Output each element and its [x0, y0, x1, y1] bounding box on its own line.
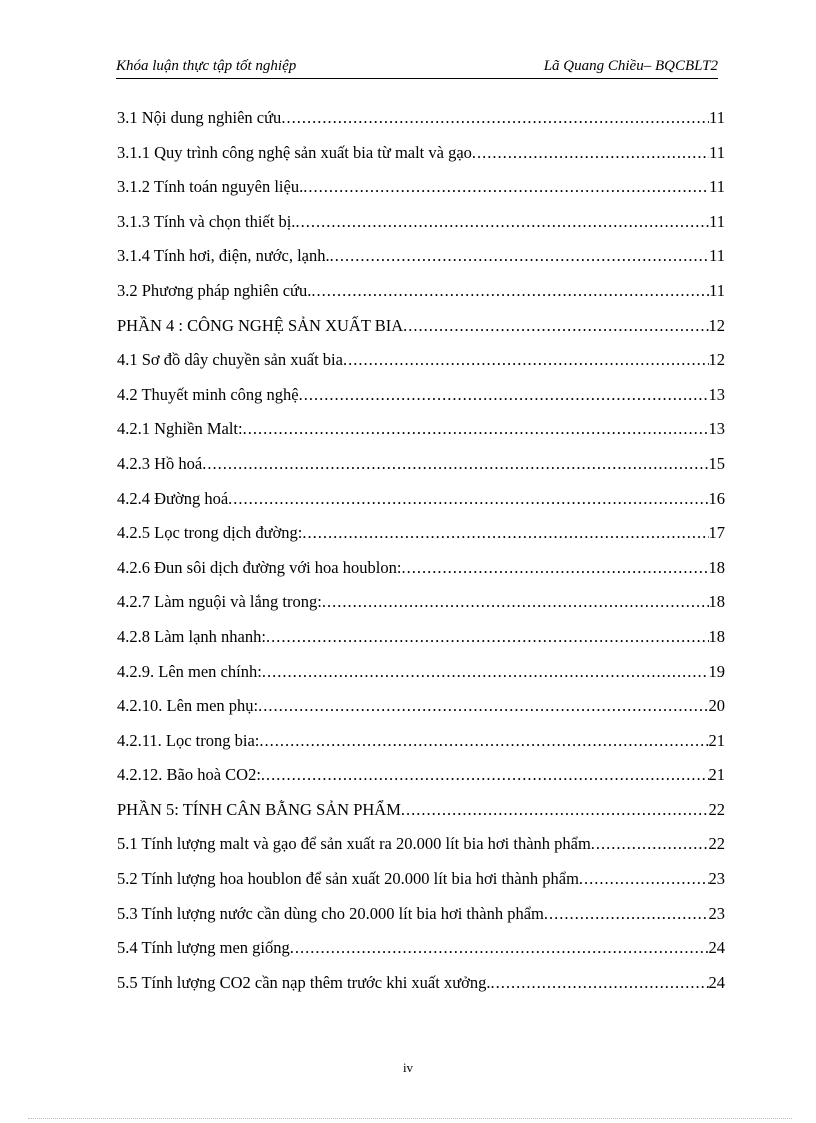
toc-dot-leader: [311, 281, 709, 301]
toc-entry-title: 4.2.8 Làm lạnh nhanh:: [117, 626, 266, 646]
toc-entry[interactable]: [117, 869, 725, 904]
toc-entry[interactable]: [117, 489, 725, 524]
toc-entry-page: 20: [708, 696, 725, 716]
toc-entry-page: 12: [708, 350, 725, 370]
page-number: iv: [402, 1060, 414, 1075]
toc-entry-page: 21: [708, 730, 725, 750]
toc-entry-title: 5.5 Tính lượng CO2 cần nạp thêm trước khi xuất xưởng.: [117, 972, 491, 992]
toc-dot-leader: [261, 765, 709, 785]
toc-entry-title: 4.2.1 Nghiền Malt:: [117, 419, 243, 439]
toc-dot-leader: [281, 108, 709, 128]
toc-entry-page: 13: [708, 419, 725, 439]
toc-entry-title: 4.2 Thuyết minh công nghệ: [117, 384, 299, 404]
toc-entry[interactable]: [117, 281, 725, 316]
toc-entry-page: 11: [709, 177, 725, 197]
toc-dot-leader: [591, 834, 709, 854]
toc-entry[interactable]: [117, 731, 725, 766]
toc-entry-title: 4.2.4 Đường hoá: [117, 488, 229, 508]
toc-entry-title: 3.1.2 Tính toán nguyên liệu.: [117, 177, 304, 197]
toc-dot-leader: [295, 212, 709, 232]
toc-entry-page: 24: [708, 972, 725, 992]
toc-entry-title: 4.2.6 Đun sôi dịch đường với hoa houblon:: [117, 557, 402, 577]
toc-entry-title: 4.2.5 Lọc trong dịch đường:: [117, 523, 303, 543]
toc-dot-leader: [322, 592, 709, 612]
toc-entry-title: 5.4 Tính lượng men giống: [117, 938, 290, 958]
toc-entry-title: 3.2 Phương pháp nghiên cứu.: [117, 280, 312, 300]
toc-entry-page: 12: [708, 315, 725, 335]
toc-entry-title: 3.1.1 Quy trình công nghệ sản xuất bia từ malt và gạo: [117, 142, 472, 162]
toc-entry-title: 5.1 Tính lượng malt và gạo để sản xuất ra 20.000 lít bia hơi thành phẩm: [117, 834, 591, 854]
toc-entry-page: 18: [708, 592, 725, 612]
toc-dot-leader: [299, 385, 709, 405]
toc-entry-page: 18: [708, 557, 725, 577]
toc-entry-page: 17: [708, 523, 725, 543]
toc-entry-title: 3.1.3 Tính và chọn thiết bị.: [117, 211, 296, 231]
toc-entry-title: PHẦN 5: TÍNH CÂN BẰNG SẢN PHẨM: [117, 799, 401, 819]
toc-entry-title: 4.2.11. Lọc trong bia:: [117, 730, 260, 750]
toc-dot-leader: [258, 696, 708, 716]
table-of-contents: [117, 108, 725, 1007]
toc-entry-page: 18: [708, 626, 725, 646]
toc-entry-page: 23: [708, 903, 725, 923]
toc-entry-title: 3.1 Nội dung nghiên cứu: [117, 108, 282, 127]
toc-dot-leader: [202, 454, 708, 474]
toc-entry-title: 4.2.9. Lên men chính:: [117, 661, 262, 681]
toc-entry-title: 4.2.7 Làm nguội và lắng trong:: [117, 592, 322, 612]
toc-entry[interactable]: [117, 523, 725, 558]
toc-entry[interactable]: [117, 834, 725, 869]
toc-entry[interactable]: [117, 385, 725, 420]
toc-dot-leader: [262, 662, 709, 682]
toc-entry-page: 22: [708, 799, 725, 819]
toc-dot-leader: [266, 627, 709, 647]
toc-entry-title: 4.2.10. Lên men phụ:: [117, 696, 259, 716]
toc-entry-page: 16: [708, 488, 725, 508]
toc-entry[interactable]: [117, 558, 725, 593]
header-thesis-title: Khóa luận thực tập tốt nghiệp: [116, 58, 297, 74]
toc-entry-page: 22: [708, 834, 725, 854]
toc-entry-title: 3.1.4 Tính hơi, điện, nước, lạnh.: [117, 246, 330, 266]
toc-dot-leader: [330, 246, 710, 266]
toc-entry-title: 4.1 Sơ đồ dây chuyền sản xuất bia: [117, 350, 343, 370]
toc-entry-page: 13: [708, 384, 725, 404]
toc-entry-page: 15: [708, 453, 725, 473]
toc-entry[interactable]: [117, 662, 725, 697]
toc-entry-page: 11: [709, 108, 725, 127]
toc-entry-title: 5.2 Tính lượng hoa houblon để sản xuất 20.000 lít bia hơi thành phẩm: [117, 869, 579, 889]
toc-entry[interactable]: [117, 904, 725, 939]
page-header: [116, 56, 718, 79]
toc-dot-leader: [228, 489, 708, 509]
toc-entry[interactable]: [117, 350, 725, 385]
toc-entry[interactable]: [117, 419, 725, 454]
toc-entry-page: 11: [709, 211, 725, 231]
bottom-divider: [28, 1118, 792, 1119]
toc-dot-leader: [579, 869, 709, 889]
toc-entry[interactable]: [117, 246, 725, 281]
toc-entry[interactable]: [117, 973, 725, 1008]
toc-entry[interactable]: [117, 938, 725, 973]
toc-entry-page: 24: [708, 938, 725, 958]
toc-entry[interactable]: [117, 212, 725, 247]
header-author: Lã Quang Chiều– BQCBLT2: [543, 58, 718, 74]
toc-dot-leader: [302, 523, 708, 543]
toc-dot-leader: [259, 731, 708, 751]
toc-entry-title: PHẦN 4 : CÔNG NGHỆ SẢN XUẤT BIA: [117, 315, 404, 335]
toc-entry[interactable]: [117, 143, 725, 178]
toc-entry-page: 11: [709, 246, 725, 266]
toc-entry[interactable]: [117, 177, 725, 212]
toc-entry-page: 23: [708, 869, 725, 889]
toc-dot-leader: [290, 938, 709, 958]
toc-entry[interactable]: [117, 454, 725, 489]
toc-entry[interactable]: [117, 696, 725, 731]
toc-dot-leader: [401, 800, 709, 820]
toc-dot-leader: [343, 350, 709, 370]
toc-entry-title: 4.2.12. Bão hoà CO2:: [117, 765, 261, 785]
toc-dot-leader: [403, 316, 708, 336]
toc-entry-page: 11: [709, 142, 725, 162]
toc-entry[interactable]: [117, 316, 725, 351]
toc-entry-title: 5.3 Tính lượng nước cần dùng cho 20.000 lít bia hơi thành phẩm: [117, 903, 544, 923]
toc-entry-page: 21: [708, 765, 725, 785]
toc-entry[interactable]: [117, 765, 725, 800]
toc-entry[interactable]: [117, 800, 725, 835]
toc-entry[interactable]: [117, 108, 725, 143]
toc-dot-leader: [243, 419, 709, 439]
toc-dot-leader: [490, 973, 708, 993]
toc-entry[interactable]: [117, 592, 725, 627]
toc-entry-page: 19: [708, 661, 725, 681]
toc-dot-leader: [472, 143, 709, 163]
toc-dot-leader: [401, 558, 708, 578]
toc-dot-leader: [544, 904, 709, 924]
toc-entry-title: 4.2.3 Hồ hoá: [117, 453, 203, 473]
toc-dot-leader: [303, 177, 709, 197]
toc-entry-page: 11: [709, 280, 725, 300]
toc-entry[interactable]: [117, 627, 725, 662]
